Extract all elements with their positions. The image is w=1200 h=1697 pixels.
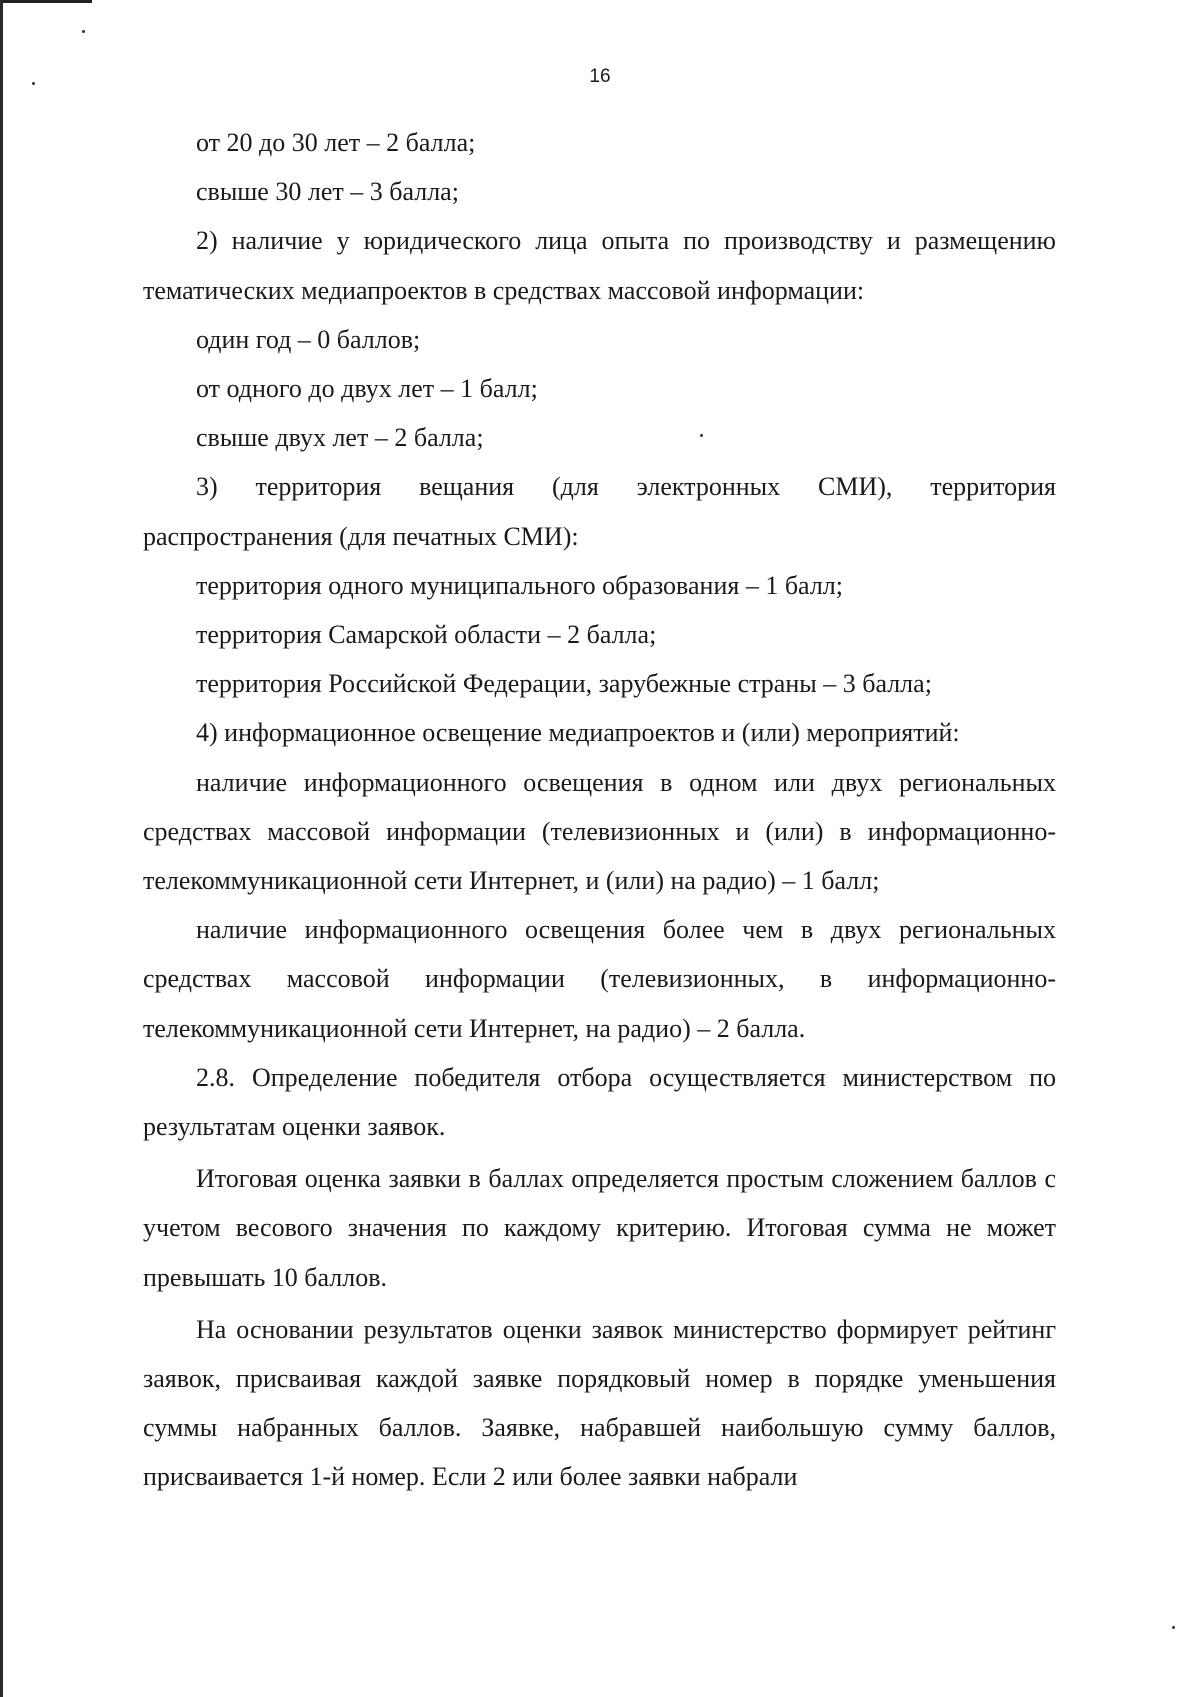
scan-edge-top <box>0 0 92 3</box>
scan-speck <box>82 30 85 33</box>
paragraph: 3) территория вещания (для электронных СМИ), территория распространения (для печатных СМИ): <box>143 472 1056 551</box>
paragraph: Итоговая оценка заявки в баллах определяется простым сложением баллов с учетом весового значения по каждому критерию. Итоговая сумма не может превышать 10 баллов. <box>143 1164 1056 1292</box>
paragraph: территория Самарской области – 2 балла; <box>196 620 657 650</box>
paragraph: наличие информационного освещения более чем в двух региональных средствах массовой информации (телевизионных, в информационно-телекоммуникационной сети Интернет, на радио) – 2 балла. <box>143 915 1056 1043</box>
document-body <box>143 118 1056 1502</box>
page-number: 16 <box>589 66 611 87</box>
paragraph: 4) информационное освещение медиапроектов и (или) мероприятий: <box>196 718 960 748</box>
paragraph: территория Российской Федерации, зарубежные страны – 3 балла; <box>196 669 932 699</box>
paragraph: свыше 30 лет – 3 балла; <box>196 177 459 207</box>
paragraph: 2) наличие у юридического лица опыта по производству и размещению тематических медиапроектов в средствах массовой информации: <box>143 226 1056 305</box>
paragraph: наличие информационного освещения в одном или двух региональных средствах массовой информации (телевизионных и (или) в информационно-телекоммуникационной сети Интернет, и (или) на радио) – 1 балл; <box>143 767 1056 896</box>
paragraph: 2.8. Определение победителя отбора осуществляется министерством по результатам оценки заявок. <box>143 1062 1056 1142</box>
paragraph: от одного до двух лет – 1 балл; <box>196 374 538 404</box>
paragraph: от 20 до 30 лет – 2 балла; <box>196 128 476 157</box>
paragraph: один год – 0 баллов; <box>196 324 421 354</box>
scan-edge-left <box>0 0 3 1697</box>
scan-speck <box>1172 1626 1175 1629</box>
paragraph: территория одного муниципального образования – 1 балл; <box>196 570 843 600</box>
paragraph: свыше двух лет – 2 балла; <box>196 423 484 453</box>
paragraph: На основании результатов оценки заявок министерство формирует рейтинг заявок, присваивая каждой заявке порядковый номер в порядке уменьшения суммы набранных баллов. Заявке, набравшей наибольшую сумму баллов, присваивается 1-й номер. Если 2 или более заявки набрали <box>143 1314 1056 1492</box>
